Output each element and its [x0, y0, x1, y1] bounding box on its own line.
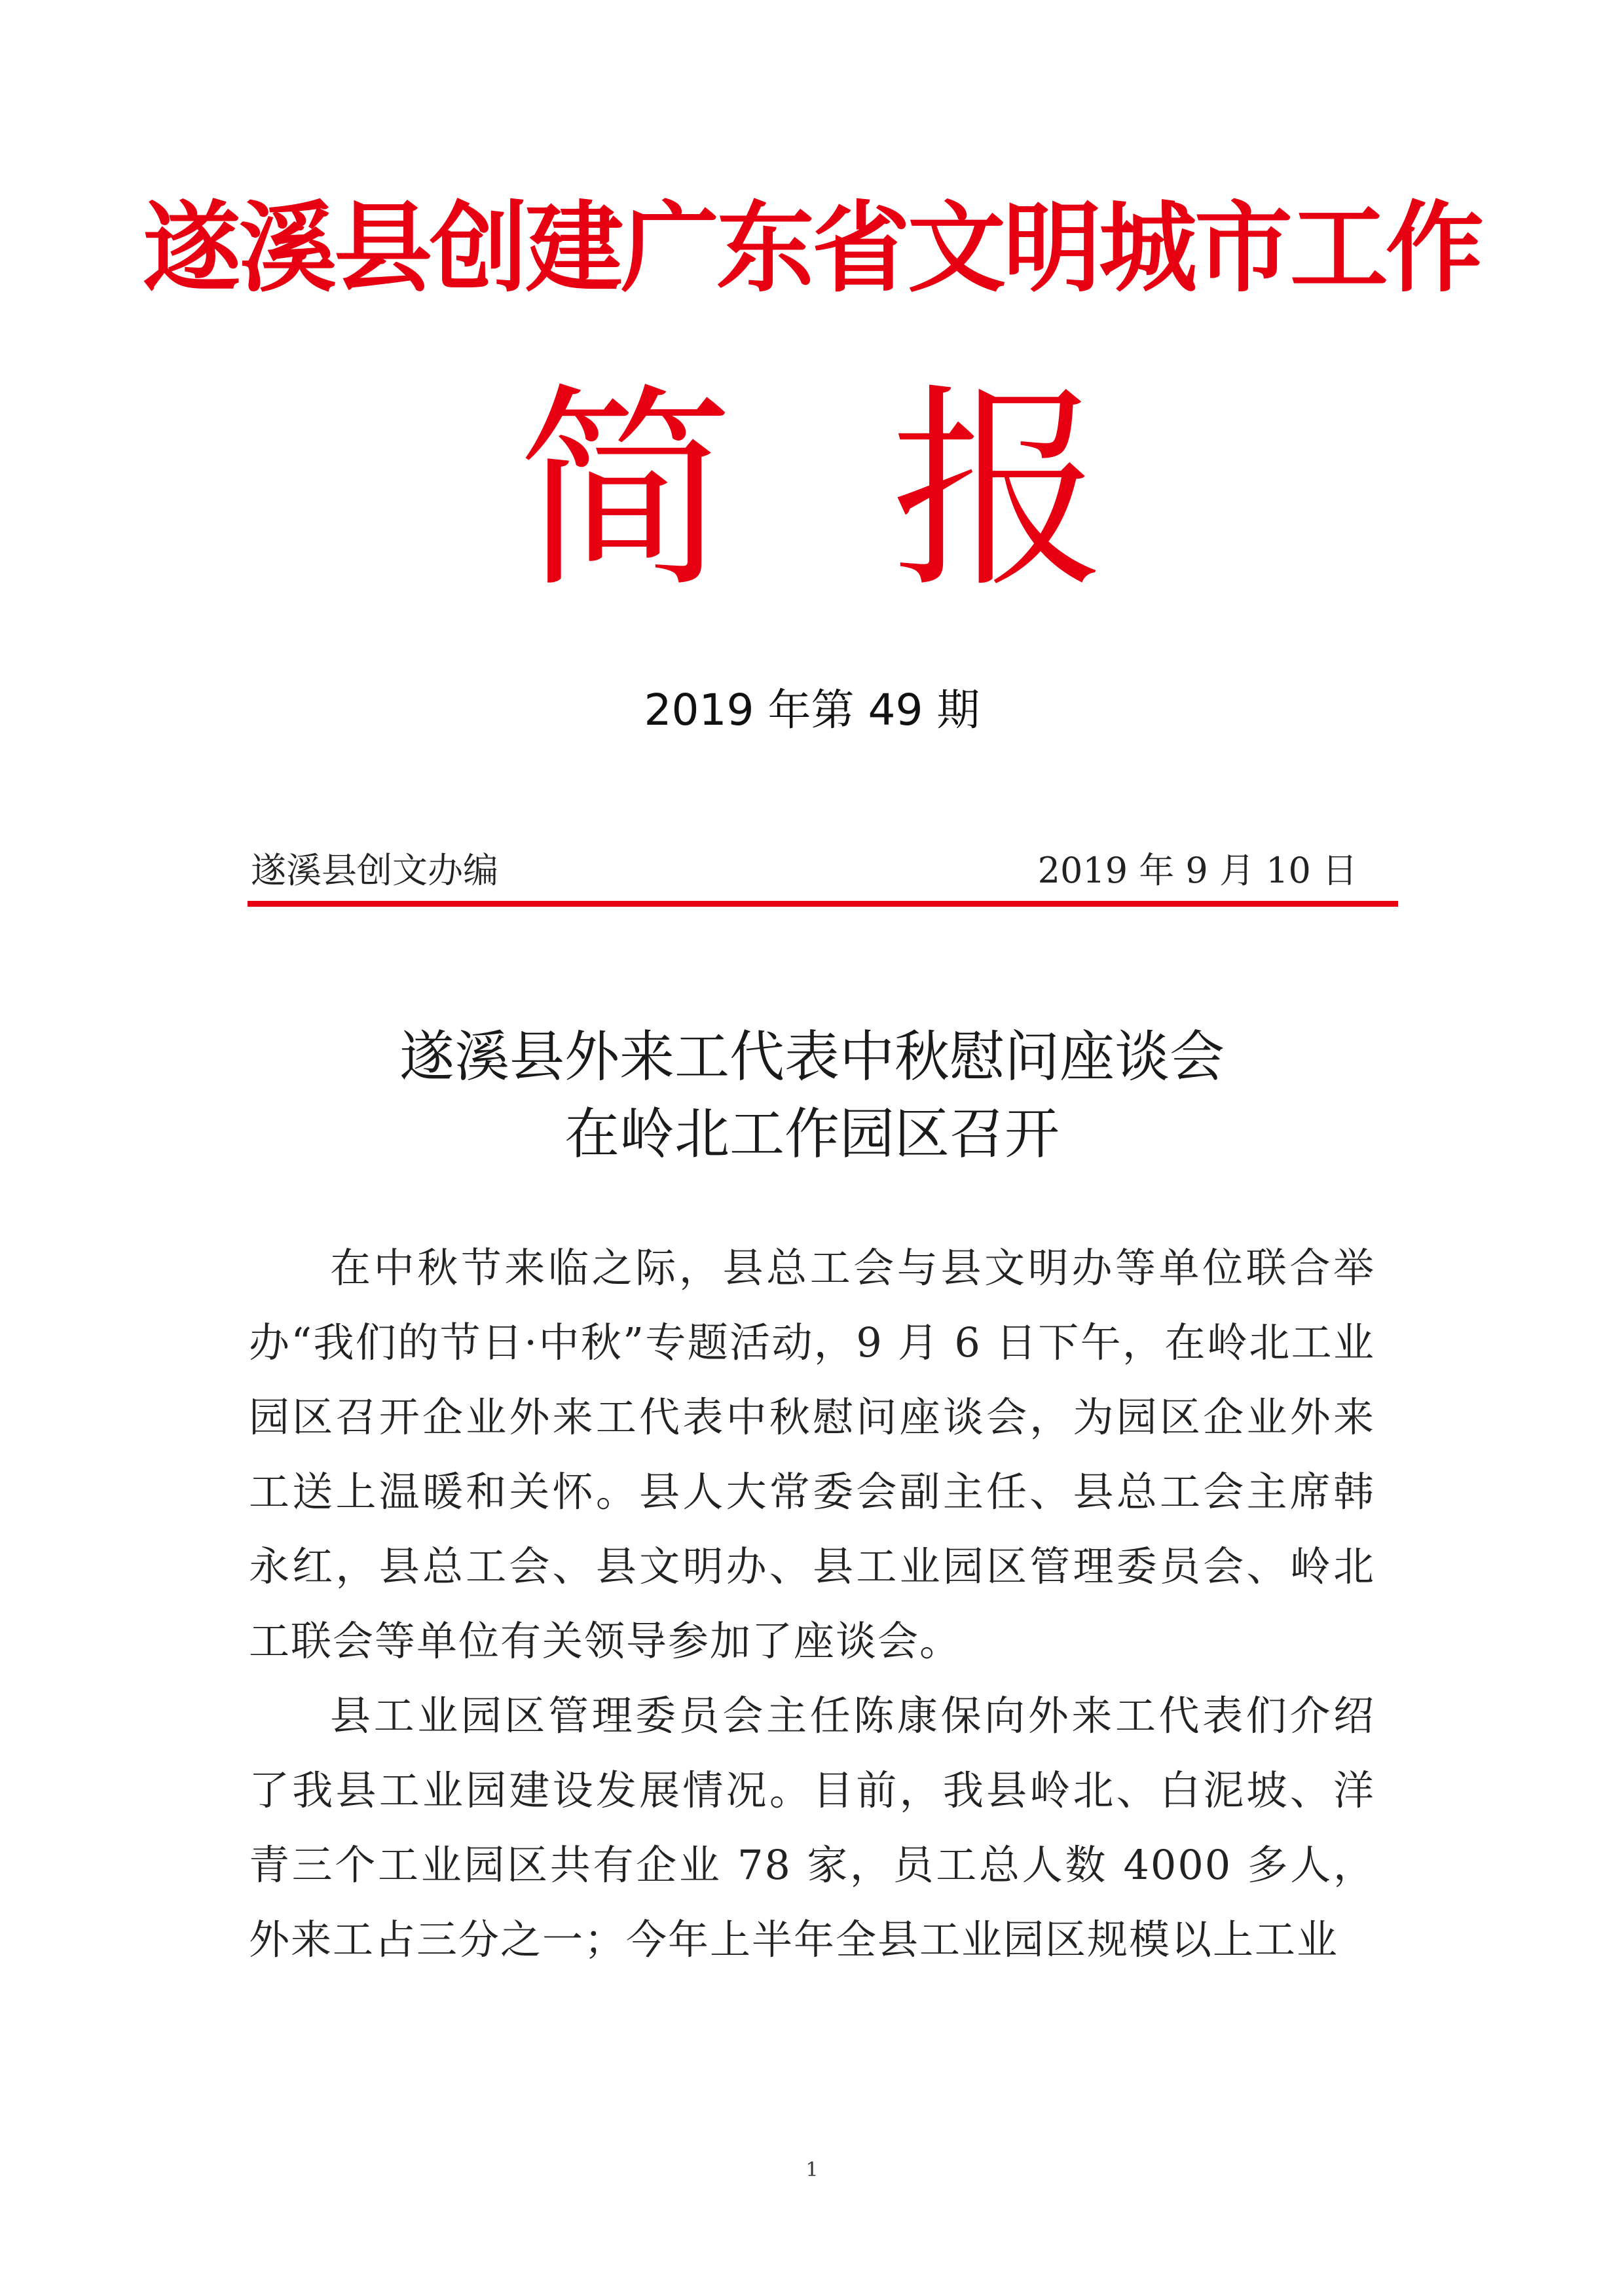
editor-credit: 遂溪县创文办编 [251, 850, 498, 891]
headline-line-2: 在岭北工作园区召开 [564, 1102, 1060, 1166]
paragraph: 在中秋节来临之际，县总工会与县文明办等单位联合举办“我们的节日·中秋”专题活动，9 月 6 日下午，在岭北工业园区召开企业外来工代表中秋慰问座谈会，为园区企业外来工送上温暖和关怀。县人大常委会副主任、县总工会主席韩永红，县总工会、县文明办、县工业园区管理委员会、岭北工联会等单位有关领导参加了座谈会。 [249, 1244, 1375, 1665]
bulletin-name-char-2: 报 [891, 365, 1107, 617]
editor-line [251, 848, 1357, 894]
headline-line-1: 遂溪县外来工代表中秋慰问座谈会 [399, 1025, 1225, 1089]
article-body [249, 1231, 1375, 1977]
bulletin-name-char-1: 简 [517, 365, 733, 617]
paragraph: 县工业园区管理委员会主任陈康保向外来工代表们介绍了我县工业园建设发展情况。目前，我县岭北、白泥坡、洋青三个工业园区共有企业 78 家，员工总人数 4000 多人，外来工占三分之一；今年上半年全县工业园区规模以上工业 [249, 1692, 1375, 1963]
issue-number: 2019 年第 49 期 [644, 685, 980, 735]
masthead-title: 遂溪县创建广东省文明城市工作 [142, 192, 1481, 306]
article-headline [0, 1018, 1624, 1173]
page-number: 1 [805, 2159, 819, 2181]
bulletin-name [0, 367, 1624, 615]
publish-date: 2019 年 9 月 10 日 [1037, 850, 1357, 891]
red-divider [248, 901, 1398, 907]
